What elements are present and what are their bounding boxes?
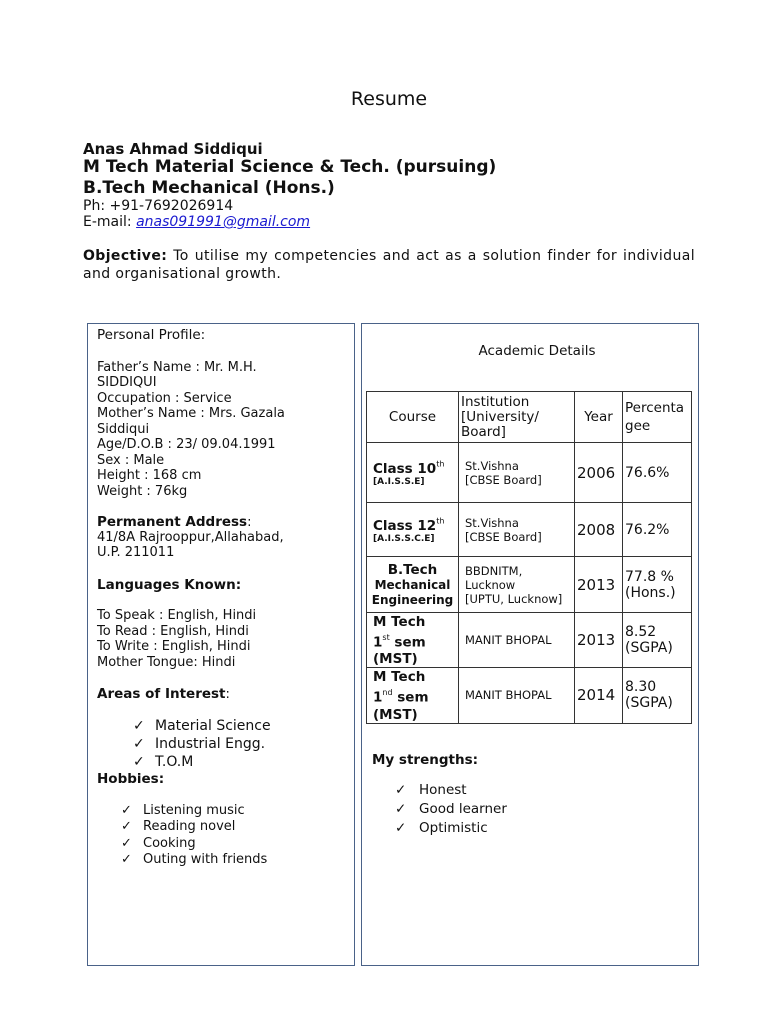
language-line: To Read : English, Hindi (97, 624, 249, 639)
address-line: 41/8A Rajrooppur,Allahabad, (97, 530, 284, 545)
institution-cell: BBDNITM, Lucknow [UPTU, Lucknow] (459, 557, 575, 613)
language-line: Mother Tongue: Hindi (97, 655, 236, 670)
institution-cell: St.Vishna [CBSE Board] (459, 443, 575, 503)
check-icon: ✓ (133, 736, 145, 752)
interest-item: ✓ Industrial Engg. (133, 736, 266, 752)
table-row (367, 557, 692, 613)
hobbies-heading: Hobbies: (97, 771, 165, 787)
check-icon: ✓ (121, 836, 132, 851)
percentage-cell: 76.2% (623, 503, 692, 557)
objective-paragraph (83, 247, 695, 283)
address-heading: Permanent Address: (97, 514, 252, 530)
course-cell: B.Tech Mechanical Engineering (367, 557, 459, 613)
profile-line: Sex : Male (97, 453, 165, 468)
languages-heading: Languages Known: (97, 577, 242, 593)
strength-item: ✓ Honest (395, 782, 467, 798)
percentage-cell: 77.8 % (Hons.) (623, 557, 692, 613)
percentage-cell: 76.6% (623, 443, 692, 503)
email-label: E-mail: (83, 214, 137, 230)
academic-heading: Academic Details (478, 343, 596, 359)
profile-line: Height : 168 cm (97, 468, 202, 483)
check-icon: ✓ (133, 754, 145, 770)
check-icon: ✓ (121, 852, 132, 867)
language-line: To Write : English, Hindi (97, 639, 251, 654)
phone-number: Ph: +91-7692026914 (83, 198, 234, 214)
check-icon: ✓ (395, 801, 407, 817)
language-line: To Speak : English, Hindi (97, 608, 257, 623)
hobby-item: ✓ Cooking (121, 836, 196, 851)
objective-label: Objective: (83, 248, 168, 264)
interest-item: ✓ T.O.M (133, 754, 194, 770)
course-cell: M Tech 1nd sem (MST) (367, 668, 459, 723)
header-institution: Institution [University/ Board] (459, 392, 575, 443)
course-cell: Class 12th [A.I.S.S.C.E] (367, 503, 459, 557)
hobby-item: ✓ Outing with friends (121, 852, 268, 867)
profile-line: Father’s Name : Mr. M.H. (97, 360, 257, 375)
email-link[interactable]: anas091991@gmail.com (136, 214, 311, 230)
candidate-name: Anas Ahmad Siddiqui (83, 140, 263, 158)
table-row (367, 668, 692, 723)
hobby-item: ✓ Reading novel (121, 819, 236, 834)
check-icon: ✓ (133, 718, 145, 734)
check-icon: ✓ (121, 803, 132, 818)
personal-profile-heading: Personal Profile: (97, 327, 206, 343)
profile-line: SIDDIQUI (97, 375, 157, 390)
header-year: Year (575, 392, 623, 443)
check-icon: ✓ (121, 819, 132, 834)
header-percentage: Percenta gee (623, 392, 692, 443)
header-course: Course (367, 392, 459, 443)
strength-item: ✓ Good learner (395, 801, 507, 817)
course-cell: Class 10th [A.I.S.S.E] (367, 443, 459, 503)
course-cell: M Tech 1st sem (MST) (367, 613, 459, 668)
objective-text: To utilise my competencies and act as a solution finder for individual and organisational growth. (83, 248, 695, 282)
year-cell: 2013 (575, 557, 623, 613)
institution-cell: MANIT BHOPAL (459, 668, 575, 723)
degree-btech: B.Tech Mechanical (Hons.) (83, 178, 335, 198)
year-cell: 2013 (575, 613, 623, 668)
year-cell: 2008 (575, 503, 623, 557)
table-header-row (367, 392, 692, 443)
profile-line: Siddiqui (97, 422, 150, 437)
check-icon: ✓ (395, 820, 407, 836)
table-row (367, 503, 692, 557)
percentage-cell: 8.52 (SGPA) (623, 613, 692, 668)
hobby-item: ✓ Listening music (121, 803, 245, 818)
email-line (83, 214, 310, 230)
academic-table (366, 391, 692, 724)
profile-line: Age/D.O.B : 23/ 09.04.1991 (97, 437, 276, 452)
interests-heading: Areas of Interest: (97, 686, 230, 702)
profile-line: Mother’s Name : Mrs. Gazala (97, 406, 285, 421)
page-title: Resume (350, 88, 428, 110)
profile-line: Weight : 76kg (97, 484, 188, 499)
interest-item: ✓ Material Science (133, 718, 271, 734)
year-cell: 2014 (575, 668, 623, 723)
strength-item: ✓ Optimistic (395, 820, 488, 836)
percentage-cell: 8.30 (SGPA) (623, 668, 692, 723)
table-row (367, 613, 692, 668)
year-cell: 2006 (575, 443, 623, 503)
strengths-heading: My strengths: (372, 752, 479, 768)
profile-line: Occupation : Service (97, 391, 232, 406)
institution-cell: St.Vishna [CBSE Board] (459, 503, 575, 557)
degree-mtech: M Tech Material Science & Tech. (pursuing) (83, 157, 497, 177)
table-row (367, 443, 692, 503)
institution-cell: MANIT BHOPAL (459, 613, 575, 668)
check-icon: ✓ (395, 782, 407, 798)
address-line: U.P. 211011 (97, 545, 175, 560)
